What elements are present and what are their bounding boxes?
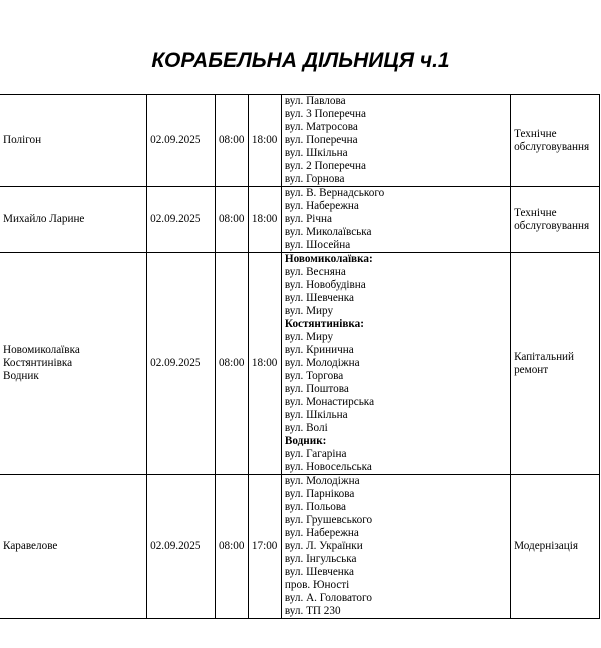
street-item: вул. ТП 230 [284,605,341,617]
work-type-cell [511,95,600,187]
settlement-name: Михайло Ларине [3,213,85,225]
street-item: вул. Весняна [284,266,346,278]
street-item: вул. Шевченка [284,292,355,304]
work-type-text: обслуговування [514,140,590,153]
street-item: вул. Монастирська [284,396,375,408]
streets-cell [281,475,510,619]
settlement-name: Полігон [3,134,42,146]
street-item: вул. Шевченка [284,566,355,578]
street-item: вул. Молодіжна [284,475,360,487]
street-group-heading: Водник: [284,435,327,447]
settlement-cell [0,95,147,187]
street-item: вул. Шкільна [284,409,348,421]
work-type-text: Технічне [514,206,557,219]
work-type-text: ремонт [514,363,549,376]
end-time-cell: 18:00 [248,187,281,253]
street-group-heading: Новомиколаївка: [284,253,373,265]
street-item: вул. А. Головатого [284,592,372,604]
street-item: вул. Новосельська [284,461,372,473]
streets-cell [281,95,510,187]
settlement-cell [0,475,147,619]
street-item: вул. Л. Українки [284,540,363,552]
street-item: вул. Польова [284,501,346,513]
street-item: пров. Юності [284,579,350,591]
settlement-cell [0,187,147,253]
street-item: вул. Інгульська [284,553,357,565]
street-item: вул. 2 Поперечна [284,160,366,172]
work-type-cell [511,253,600,475]
settlement-name: Каравелове [3,540,58,552]
table-row [0,475,600,619]
street-item: вул. Волі [284,422,328,434]
table-row [0,95,600,187]
end-time-cell: 18:00 [248,95,281,187]
end-time-cell: 18:00 [248,253,281,475]
settlement-name: Костянтинівка [3,357,73,369]
street-item: вул. 3 Поперечна [284,108,366,120]
date-cell: 02.09.2025 [147,475,216,619]
street-item: вул. Річна [284,213,332,225]
street-item: вул. Гагаріна [284,448,347,460]
table-row [0,253,600,475]
street-item: вул. Торгова [284,370,344,382]
street-item: вул. Шкільна [284,147,348,159]
start-time-cell: 08:00 [215,95,248,187]
street-item: вул. Кринична [284,344,354,356]
start-time-cell: 08:00 [215,253,248,475]
date-cell: 02.09.2025 [147,187,216,253]
street-item: вул. Миколаївська [284,226,372,238]
street-item: вул. Набережна [284,527,359,539]
work-type-text: Модернізація [514,540,578,552]
street-item: вул. Горнова [284,173,345,185]
street-item: вул. Грушевського [284,514,373,526]
street-group-heading: Костянтинівка: [284,318,364,330]
street-item: вул. Набережна [284,200,359,212]
date-cell: 02.09.2025 [147,253,216,475]
street-item: вул. В. Вернадського [284,187,385,199]
end-time-cell: 17:00 [248,475,281,619]
work-type-text: Капітальний [514,350,575,363]
street-item: вул. Новобудівна [284,279,366,291]
street-item: вул. Шосейна [284,239,351,251]
street-item: вул. Миру [284,331,334,343]
street-item: вул. Поштова [284,383,349,395]
street-item: вул. Поперечна [284,134,358,146]
page-title: КОРАБЕЛЬНА ДІЛЬНИЦЯ ч.1 [151,49,450,72]
work-type-cell [511,475,600,619]
street-item: вул. Парнікова [284,488,355,500]
streets-cell [281,253,510,475]
start-time-cell: 08:00 [215,187,248,253]
table-row [0,187,600,253]
work-type-text: обслуговування [514,219,590,232]
work-type-cell [511,187,600,253]
outage-schedule-table [0,94,600,619]
settlement-cell [0,253,147,475]
start-time-cell: 08:00 [215,475,248,619]
streets-cell [281,187,510,253]
work-type-text: Технічне [514,127,557,140]
date-cell: 02.09.2025 [147,95,216,187]
settlement-name: Водник [3,370,39,382]
settlement-name: Новомиколаївка [3,344,80,356]
street-item: вул. Матросова [284,121,358,133]
street-item: вул. Миру [284,305,334,317]
street-item: вул. Павлова [284,95,346,107]
street-item: вул. Молодіжна [284,357,360,369]
